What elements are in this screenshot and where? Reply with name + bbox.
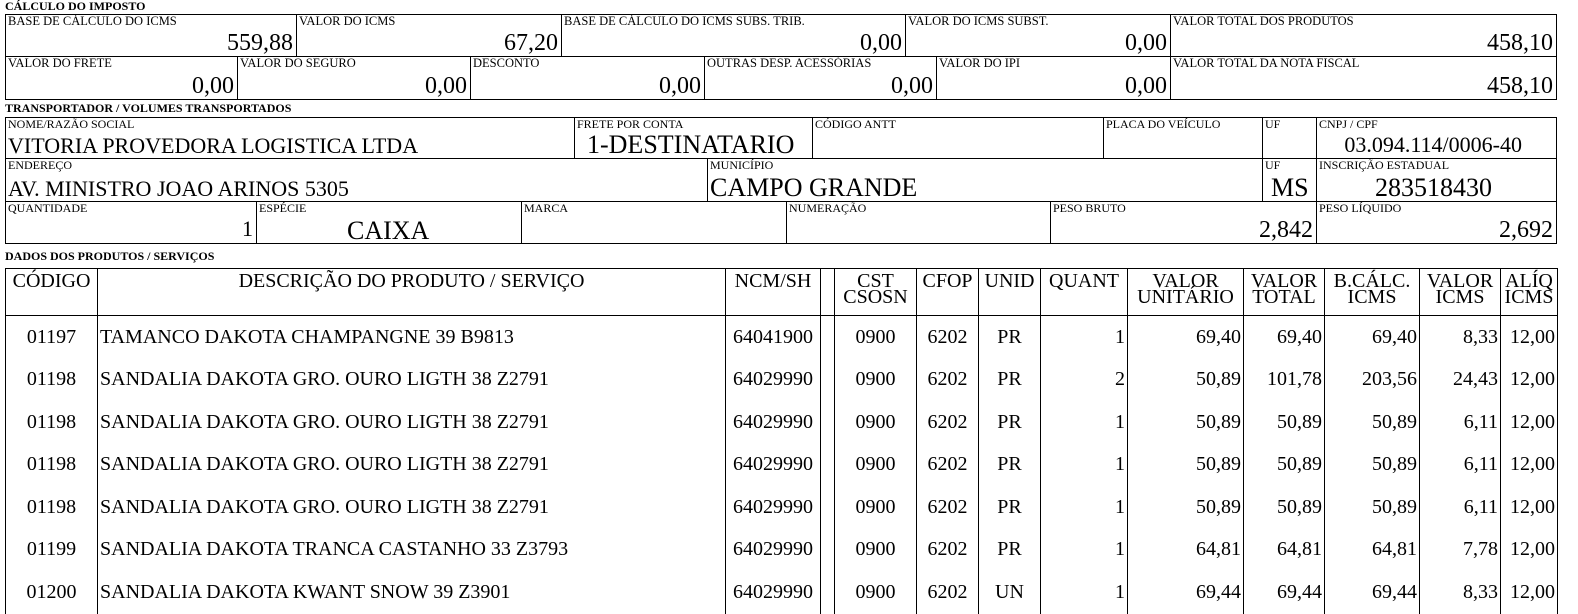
cell-quant: 1	[1041, 571, 1128, 614]
cell-spacer	[821, 316, 835, 359]
field-label: CNPJ / CPF	[1319, 117, 1378, 131]
cell-vt: 50,89	[1244, 401, 1325, 444]
cell-unid: PR	[979, 444, 1041, 487]
col-header-valor-unitario: VALOR UNITÁRIO	[1128, 269, 1244, 316]
cell-al: 12,00	[1501, 401, 1558, 444]
field-outras-desp	[704, 56, 937, 100]
field-peso-bruto	[1050, 201, 1317, 244]
field-value: 2,692	[1499, 217, 1553, 243]
field-frete-por-conta	[574, 117, 813, 159]
products-table-body	[6, 316, 1558, 614]
col-header-unid: UNID	[979, 269, 1041, 316]
col-header-bc-icms: B.CÁLC. ICMS	[1325, 269, 1420, 316]
col-header-ncm: NCM/SH	[726, 269, 821, 316]
cell-bc: 203,56	[1325, 359, 1420, 402]
cell-bc: 69,44	[1325, 571, 1420, 614]
field-value: 0,00	[860, 30, 902, 56]
field-base-icms-st	[561, 14, 906, 57]
field-base-icms	[5, 14, 297, 57]
col-header-aliq-icms: ALÍQ ICMS	[1501, 269, 1558, 316]
field-value: 03.094.114/0006-40	[1344, 132, 1522, 157]
cell-quant: 1	[1041, 444, 1128, 487]
field-desconto	[470, 56, 705, 100]
cell-vi: 7,78	[1420, 529, 1501, 572]
cell-vu: 50,89	[1128, 486, 1244, 529]
cell-vi: 8,33	[1420, 571, 1501, 614]
field-valor-icms	[296, 14, 562, 57]
field-ipi	[936, 56, 1171, 100]
field-value: 0,00	[192, 73, 234, 99]
cell-codigo: 01200	[6, 571, 98, 614]
field-placa	[1103, 117, 1263, 159]
field-label: QUANTIDADE	[8, 201, 88, 215]
cell-cfop: 6202	[917, 401, 979, 444]
table-row	[6, 486, 1558, 529]
field-label: OUTRAS DESP. ACESSÓRIAS	[707, 56, 872, 70]
cell-codigo: 01197	[6, 316, 98, 359]
cell-unid: PR	[979, 529, 1041, 572]
cell-codigo: 01198	[6, 486, 98, 529]
cell-ncm: 64029990	[726, 444, 821, 487]
field-label: DESCONTO	[473, 56, 540, 70]
cell-cst: 0900	[835, 444, 917, 487]
cell-desc: SANDALIA DAKOTA GRO. OURO LIGTH 38 Z2791	[98, 401, 726, 444]
field-label: MUNICÍPIO	[710, 158, 774, 172]
cell-cfop: 6202	[917, 444, 979, 487]
field-codigo-antt	[812, 117, 1104, 159]
table-header-row	[6, 269, 1558, 316]
field-valor-icms-st	[905, 14, 1171, 57]
field-label: UF	[1265, 117, 1281, 131]
field-label: MARCA	[524, 201, 569, 215]
cell-unid: PR	[979, 486, 1041, 529]
field-label: VALOR DO IPI	[939, 56, 1021, 70]
cell-cfop: 6202	[917, 529, 979, 572]
table-row	[6, 316, 1558, 359]
col-header-valor-icms: VALOR ICMS	[1420, 269, 1501, 316]
field-value: 0,00	[425, 73, 467, 99]
field-label: PESO BRUTO	[1053, 201, 1126, 215]
field-inscricao-estadual	[1316, 158, 1557, 202]
field-label: VALOR DO FRETE	[8, 56, 112, 70]
field-numeracao	[786, 201, 1051, 244]
col-header-codigo: CÓDIGO	[6, 269, 98, 316]
field-value: 2,842	[1259, 217, 1313, 243]
field-label: BASE DE CÁLCULO DO ICMS SUBS. TRIB.	[564, 14, 805, 28]
cell-vu: 50,89	[1128, 401, 1244, 444]
field-label: PESO LÍQUIDO	[1319, 201, 1402, 215]
cell-al: 12,00	[1501, 529, 1558, 572]
table-row	[6, 401, 1558, 444]
col-header-spacer	[821, 269, 835, 316]
field-label: ENDEREÇO	[8, 158, 72, 172]
field-value: 0,00	[659, 73, 701, 99]
cell-vu: 50,89	[1128, 359, 1244, 402]
cell-spacer	[821, 359, 835, 402]
field-seguro	[237, 56, 471, 100]
field-frete	[5, 56, 238, 100]
cell-vi: 8,33	[1420, 316, 1501, 359]
cell-vt: 64,81	[1244, 529, 1325, 572]
field-label: VALOR DO ICMS SUBST.	[908, 14, 1049, 28]
cell-quant: 2	[1041, 359, 1128, 402]
cell-unid: UN	[979, 571, 1041, 614]
cell-ncm: 64029990	[726, 359, 821, 402]
cell-al: 12,00	[1501, 359, 1558, 402]
cell-unid: PR	[979, 359, 1041, 402]
cell-al: 12,00	[1501, 486, 1558, 529]
field-value: 559,88	[227, 30, 293, 56]
section-title-produtos: DADOS DOS PRODUTOS / SERVIÇOS	[5, 249, 215, 263]
cell-spacer	[821, 571, 835, 614]
cell-codigo: 01198	[6, 359, 98, 402]
field-marca	[521, 201, 787, 244]
field-label: VALOR TOTAL DOS PRODUTOS	[1173, 14, 1354, 28]
cell-ncm: 64041900	[726, 316, 821, 359]
cell-spacer	[821, 529, 835, 572]
cell-cst: 0900	[835, 359, 917, 402]
col-header-cst: CST CSOSN	[835, 269, 917, 316]
cell-cst: 0900	[835, 529, 917, 572]
cell-bc: 64,81	[1325, 529, 1420, 572]
field-label: BASE DE CÁLCULO DO ICMS	[8, 14, 177, 28]
field-value: CAIXA	[347, 216, 430, 244]
cell-quant: 1	[1041, 529, 1128, 572]
cell-al: 12,00	[1501, 316, 1558, 359]
field-label: VALOR TOTAL DA NOTA FISCAL	[1173, 56, 1360, 70]
cell-codigo: 01199	[6, 529, 98, 572]
cell-unid: PR	[979, 401, 1041, 444]
cell-quant: 1	[1041, 401, 1128, 444]
cell-vi: 6,11	[1420, 401, 1501, 444]
field-value: VITORIA PROVEDORA LOGISTICA LTDA	[8, 133, 419, 158]
cell-ncm: 64029990	[726, 486, 821, 529]
field-label: VALOR DO SEGURO	[240, 56, 356, 70]
field-value: 0,00	[891, 73, 933, 99]
cell-spacer	[821, 401, 835, 444]
cell-desc: SANDALIA DAKOTA TRANCA CASTANHO 33 Z3793	[98, 529, 726, 572]
cell-spacer	[821, 444, 835, 487]
field-quantidade	[5, 201, 257, 244]
field-value: 0,00	[1125, 73, 1167, 99]
cell-vt: 50,89	[1244, 444, 1325, 487]
cell-cfop: 6202	[917, 486, 979, 529]
cell-bc: 50,89	[1325, 401, 1420, 444]
cell-cst: 0900	[835, 316, 917, 359]
table-row	[6, 444, 1558, 487]
cell-cfop: 6202	[917, 571, 979, 614]
cell-ncm: 64029990	[726, 571, 821, 614]
cell-cst: 0900	[835, 571, 917, 614]
cell-vu: 69,40	[1128, 316, 1244, 359]
field-value: AV. MINISTRO JOAO ARINOS 5305	[8, 176, 349, 201]
cell-cst: 0900	[835, 401, 917, 444]
col-header-cfop: CFOP	[917, 269, 979, 316]
field-total-nota	[1170, 56, 1557, 100]
field-nome-razao	[5, 117, 575, 159]
field-label: VALOR DO ICMS	[299, 14, 396, 28]
section-title-calculo: CÁLCULO DO IMPOSTO	[5, 0, 146, 13]
cell-vt: 69,40	[1244, 316, 1325, 359]
field-value: CAMPO GRANDE	[710, 173, 918, 202]
products-table	[5, 268, 1558, 614]
cell-desc: TAMANCO DAKOTA CHAMPANGNE 39 B9813	[98, 316, 726, 359]
cell-quant: 1	[1041, 316, 1128, 359]
col-header-descricao: DESCRIÇÃO DO PRODUTO / SERVIÇO	[98, 269, 726, 316]
cell-vt: 69,44	[1244, 571, 1325, 614]
cell-bc: 69,40	[1325, 316, 1420, 359]
cell-vu: 50,89	[1128, 444, 1244, 487]
table-row	[6, 529, 1558, 572]
field-value: 1-DESTINATARIO	[587, 130, 795, 159]
cell-vu: 69,44	[1128, 571, 1244, 614]
cell-vi: 6,11	[1420, 444, 1501, 487]
field-cnpj	[1316, 117, 1557, 159]
cell-quant: 1	[1041, 486, 1128, 529]
cell-vi: 24,43	[1420, 359, 1501, 402]
cell-bc: 50,89	[1325, 444, 1420, 487]
col-header-valor-total: VALOR TOTAL	[1244, 269, 1325, 316]
cell-ncm: 64029990	[726, 529, 821, 572]
field-label: FRETE POR CONTA	[577, 117, 684, 131]
field-endereco	[5, 158, 708, 202]
cell-spacer	[821, 486, 835, 529]
section-title-transportador: TRANSPORTADOR / VOLUMES TRANSPORTADOS	[5, 101, 292, 115]
cell-desc: SANDALIA DAKOTA GRO. OURO LIGTH 38 Z2791	[98, 444, 726, 487]
field-especie	[256, 201, 522, 244]
cell-al: 12,00	[1501, 571, 1558, 614]
cell-cfop: 6202	[917, 359, 979, 402]
cell-vi: 6,11	[1420, 486, 1501, 529]
table-row	[6, 571, 1558, 614]
field-label: NUMERAÇÃO	[789, 201, 867, 215]
field-value: 458,10	[1487, 73, 1553, 99]
cell-ncm: 64029990	[726, 401, 821, 444]
table-row	[6, 359, 1558, 402]
cell-cst: 0900	[835, 486, 917, 529]
field-value: 458,10	[1487, 30, 1553, 56]
field-label: CÓDIGO ANTT	[815, 117, 896, 131]
cell-desc: SANDALIA DAKOTA GRO. OURO LIGTH 38 Z2791	[98, 359, 726, 402]
field-label: ESPÉCIE	[259, 201, 307, 215]
cell-al: 12,00	[1501, 444, 1558, 487]
cell-cfop: 6202	[917, 316, 979, 359]
cell-unid: PR	[979, 316, 1041, 359]
field-total-produtos	[1170, 14, 1557, 57]
cell-codigo: 01198	[6, 444, 98, 487]
field-label: PLACA DO VEÍCULO	[1106, 117, 1221, 131]
cell-vt: 50,89	[1244, 486, 1325, 529]
cell-desc: SANDALIA DAKOTA GRO. OURO LIGTH 38 Z2791	[98, 486, 726, 529]
field-label: NOME/RAZÃO SOCIAL	[8, 117, 135, 131]
field-value: 1	[242, 216, 253, 241]
cell-vu: 64,81	[1128, 529, 1244, 572]
col-header-quant: QUANT	[1041, 269, 1128, 316]
field-value: MS	[1271, 173, 1309, 202]
cell-vt: 101,78	[1244, 359, 1325, 402]
field-label: INSCRIÇÃO ESTADUAL	[1319, 158, 1450, 172]
cell-desc: SANDALIA DAKOTA KWANT SNOW 39 Z3901	[98, 571, 726, 614]
field-uf-placa	[1262, 117, 1317, 159]
field-peso-liquido	[1316, 201, 1557, 244]
field-label: UF	[1265, 158, 1281, 172]
cell-bc: 50,89	[1325, 486, 1420, 529]
field-municipio	[707, 158, 1263, 202]
field-value: 0,00	[1125, 30, 1167, 56]
cell-codigo: 01198	[6, 401, 98, 444]
field-value: 283518430	[1375, 173, 1492, 202]
field-value: 67,20	[504, 30, 558, 56]
field-uf	[1262, 158, 1317, 202]
